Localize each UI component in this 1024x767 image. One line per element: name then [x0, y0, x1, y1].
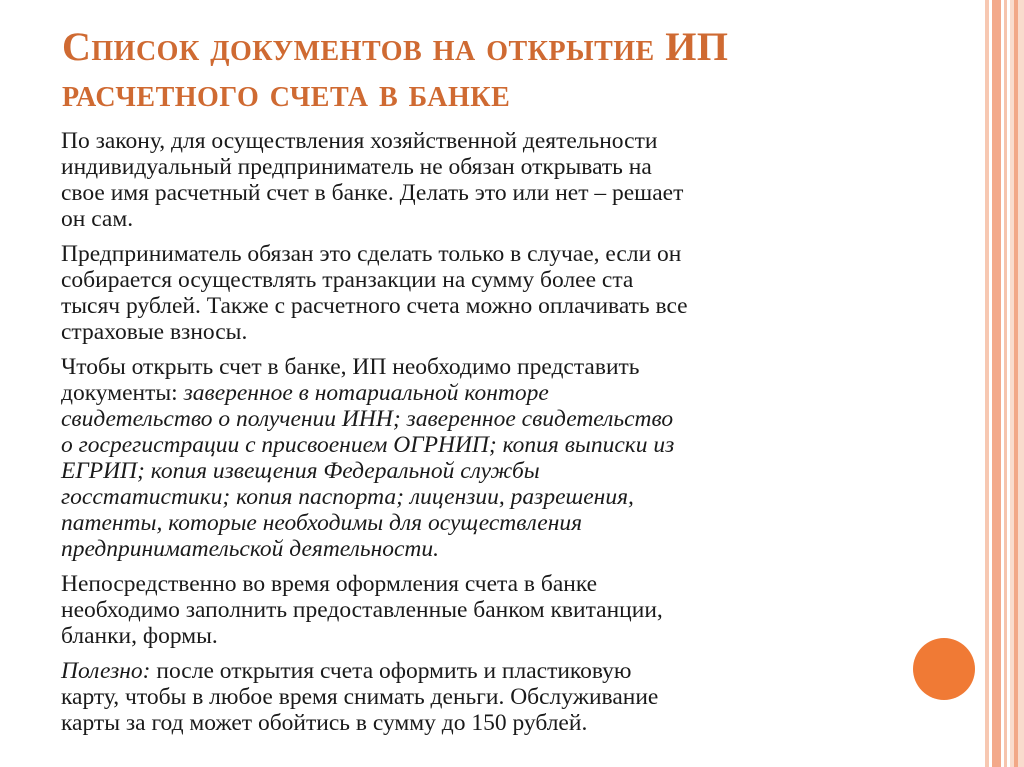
text-line-italic: госстатистики; копия паспорта; лицензии, разрешения, [61, 484, 634, 510]
text-italic: Полезно: [61, 658, 151, 684]
paragraph-documents [61, 354, 901, 562]
text-normal: документы: [61, 380, 184, 406]
text-line: карты за год может обойтись в сумму до 150 рублей. [61, 710, 588, 736]
text-line: Предприниматель обязан это сделать только в случае, если он [61, 241, 682, 267]
decorative-stripe [1014, 0, 1018, 767]
text-line: индивидуальный предприниматель не обязан открывать на [61, 154, 652, 180]
title-line: Список документов на открытие ИП [62, 24, 729, 69]
text-line: необходимо заполнить предоставленные банком квитанции, [61, 597, 663, 623]
text-line: карту, чтобы в любое время снимать деньги. Обслуживание [61, 684, 659, 710]
text-line: собирается осуществлять транзакции на сумму более ста [61, 267, 634, 293]
paragraph-obligation [61, 241, 901, 345]
text-line: Чтобы открыть счет в банке, ИП необходимо представить [61, 354, 640, 380]
text-normal: после открытия счета оформить и пластиковую [150, 658, 632, 684]
text-line-italic: свидетельство о получении ИНН; заверенное свидетельство [61, 406, 674, 432]
text-line: свое имя расчетный счет в банке. Делать это или нет – решает [61, 180, 684, 206]
text-line-italic: предпринимательской деятельности. [61, 536, 440, 562]
text-line [61, 658, 901, 684]
text-line: страховые взносы. [61, 319, 248, 345]
decorative-stripe [992, 0, 1001, 767]
text-italic: заверенное в нотариальной конторе [183, 380, 549, 406]
decorative-circle [913, 638, 975, 700]
text-line: Непосредственно во время оформления счета в банке [61, 571, 598, 597]
text-line: бланки, формы. [61, 623, 218, 649]
paragraph-useful [61, 658, 901, 736]
title-line: расчетного счета в банке [62, 70, 511, 115]
text-line [61, 380, 901, 406]
text-line-italic: ЕГРИП; копия извещения Федеральной службы [61, 458, 540, 484]
paragraph-law [61, 128, 901, 232]
decorative-stripe [1004, 0, 1007, 767]
text-line: По закону, для осуществления хозяйственной деятельности [61, 128, 658, 154]
text-line-italic: о госрегистрации с присвоением ОГРНИП; копия выписки из [61, 432, 675, 458]
paragraph-forms [61, 571, 901, 649]
text-line: он сам. [61, 206, 134, 232]
slide-title [62, 24, 962, 116]
text-line: тысяч рублей. Также с расчетного счета можно оплачивать все [61, 293, 688, 319]
decorative-stripe [985, 0, 989, 767]
slide-body [61, 128, 901, 745]
text-line-italic: патенты, которые необходимы для осуществления [61, 510, 583, 536]
